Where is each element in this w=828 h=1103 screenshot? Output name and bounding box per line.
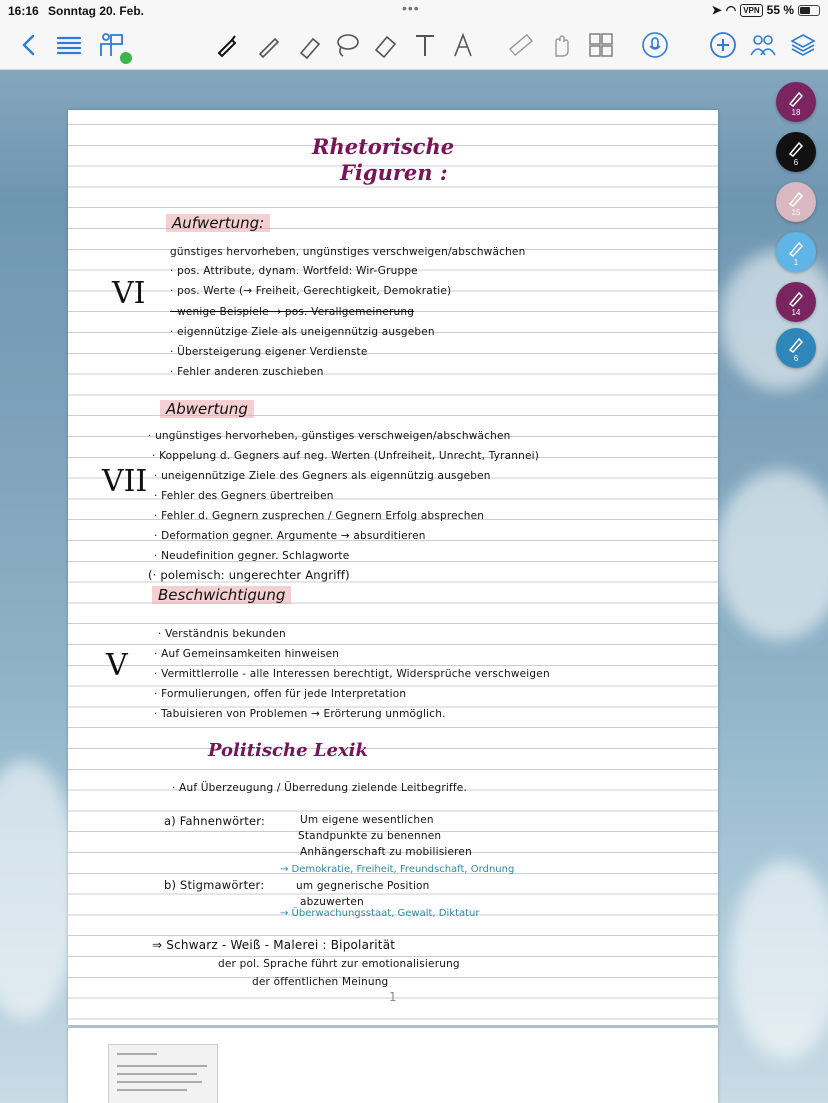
- status-right: [712, 3, 820, 17]
- note-line: · Verständnis bekunden: [158, 628, 286, 640]
- note-line: · Neudefinition gegner. Schlagworte: [154, 550, 350, 562]
- cloud: [715, 470, 828, 640]
- note-line: · Vermittlerrolle - alle Interessen berechtigt, Widersprüche verschweigen: [154, 668, 550, 680]
- list-icon[interactable]: [54, 30, 84, 60]
- note-line: Anhängerschaft zu mobilisieren: [300, 846, 472, 858]
- wifi-icon: ◠: [725, 3, 737, 17]
- next-page-preview[interactable]: [68, 1028, 718, 1103]
- note-line: · Auf Gemeinsamkeiten hinweisen: [154, 648, 340, 660]
- note-line: günstiges hervorheben, ungünstiges verschweigen/abschwächen: [170, 246, 526, 258]
- note-line: · Fehler anderen zuschieben: [170, 366, 324, 378]
- pen-preset-2[interactable]: [776, 132, 816, 172]
- pen-preset-5[interactable]: [776, 282, 816, 322]
- pen-size: 18: [791, 107, 801, 117]
- vpn-badge: VPN: [740, 4, 762, 17]
- note-example: → Demokratie, Freiheit, Freundschaft, Ordnung: [280, 864, 515, 875]
- pen-size: 6: [793, 353, 799, 363]
- elements-icon[interactable]: [586, 30, 616, 60]
- cloud: [730, 860, 828, 1060]
- section-heading: Abwertung: [160, 400, 254, 418]
- presence-dot: [120, 52, 132, 64]
- note-line: · Übersteigerung eigener Verdienste: [170, 346, 368, 358]
- add-page-icon[interactable]: [708, 30, 738, 60]
- note-line: b) Stigmawörter:: [164, 878, 265, 892]
- note-line: a) Fahnenwörter:: [164, 814, 266, 828]
- location-icon: ➤: [711, 3, 722, 17]
- section-heading: Aufwertung:: [166, 214, 270, 232]
- pen-preset-1[interactable]: [776, 82, 816, 122]
- ruler-icon[interactable]: [506, 30, 536, 60]
- note-line: · Auf Überzeugung / Überredung zielende Leitbegriffe.: [172, 782, 467, 794]
- lasso-icon[interactable]: [332, 30, 362, 60]
- note-line: · ungünstiges hervorheben, günstiges verschweigen/abschwächen: [148, 430, 511, 442]
- page-subtitle: Figuren :: [340, 160, 448, 185]
- shapes-icon[interactable]: [448, 30, 478, 60]
- status-bar: [0, 0, 828, 22]
- note-line: · pos. Attribute, dynam. Wortfeld: Wir-Gruppe: [170, 265, 418, 277]
- note-page[interactable]: [68, 110, 718, 1025]
- pen-preset-4[interactable]: [776, 232, 816, 272]
- text-icon[interactable]: [410, 30, 440, 60]
- note-example: → Überwachungsstaat, Gewalt, Diktatur: [280, 908, 480, 919]
- note-line: · Fehler des Gegners übertreiben: [154, 490, 334, 502]
- note-line: ⇒ Schwarz - Weiß - Malerei : Bipolarität: [152, 938, 396, 952]
- collaborate-icon[interactable]: [748, 30, 778, 60]
- battery-icon: [798, 5, 820, 16]
- back-chevron-icon[interactable]: [14, 30, 44, 60]
- pen-size: 1: [793, 257, 799, 267]
- note-line: · eigennützige Ziele als uneigennützig ausgeben: [170, 326, 435, 338]
- section-heading: Beschwichtigung: [152, 586, 291, 604]
- note-line: um gegnerische Position: [296, 880, 430, 892]
- roman-numeral: VII: [102, 464, 148, 499]
- note-line: · uneigennützige Ziele des Gegners als eigennützig ausgeben: [154, 470, 491, 482]
- page-title: Rhetorische: [312, 134, 455, 159]
- note-line: · pos. Werte (→ Freiheit, Gerechtigkeit, Demokratie): [170, 285, 452, 297]
- note-line: der öffentlichen Meinung: [252, 976, 389, 988]
- note-line: · Deformation gegner. Argumente → absurditieren: [154, 530, 426, 542]
- roman-numeral: VI: [112, 276, 146, 311]
- microphone-icon[interactable]: [640, 30, 670, 60]
- battery-label: 55 %: [766, 3, 794, 17]
- pen-size: 6: [793, 157, 799, 167]
- note-line: · Formulierungen, offen für jede Interpretation: [154, 688, 407, 700]
- page-thumbnail: [108, 1044, 218, 1103]
- note-line: (· polemisch: ungerechter Angriff): [148, 568, 350, 582]
- status-time: 16:16: [8, 4, 39, 18]
- multitasking-dots-icon[interactable]: •••: [402, 0, 420, 16]
- note-line: der pol. Sprache führt zur emotionalisierung: [218, 958, 460, 970]
- note-line: · wenige Beispiele → pos. Verallgemeinerung: [170, 306, 415, 318]
- eraser-icon[interactable]: [370, 30, 400, 60]
- note-line: Um eigene wesentlichen: [300, 814, 434, 826]
- status-date: Sonntag 20. Feb.: [48, 4, 145, 18]
- roman-numeral: V: [106, 648, 128, 683]
- note-line: abzuwerten: [300, 896, 364, 908]
- note-line: · Koppelung d. Gegners auf neg. Werten (Unfreiheit, Unrecht, Tyrannei): [152, 450, 540, 462]
- ballpoint-pen-icon[interactable]: [212, 30, 242, 60]
- note-line: Standpunkte zu benennen: [298, 830, 442, 842]
- cloud: [720, 250, 828, 390]
- highlighter-icon[interactable]: [294, 30, 324, 60]
- hand-icon[interactable]: [546, 30, 576, 60]
- pencil-icon[interactable]: [254, 30, 284, 60]
- section-heading: Politische Lexik: [208, 740, 368, 761]
- layers-icon[interactable]: [788, 30, 818, 60]
- pen-size: 15: [791, 207, 801, 217]
- page-number: 1: [389, 990, 397, 1004]
- note-line: · Fehler d. Gegnern zusprechen / Gegnern Erfolg absprechen: [154, 510, 485, 522]
- pen-preset-3[interactable]: [776, 182, 816, 222]
- pen-preset-6[interactable]: [776, 328, 816, 368]
- note-line: · Tabuisieren von Problemen → Erörterung unmöglich.: [154, 708, 446, 720]
- pen-size: 14: [791, 307, 801, 317]
